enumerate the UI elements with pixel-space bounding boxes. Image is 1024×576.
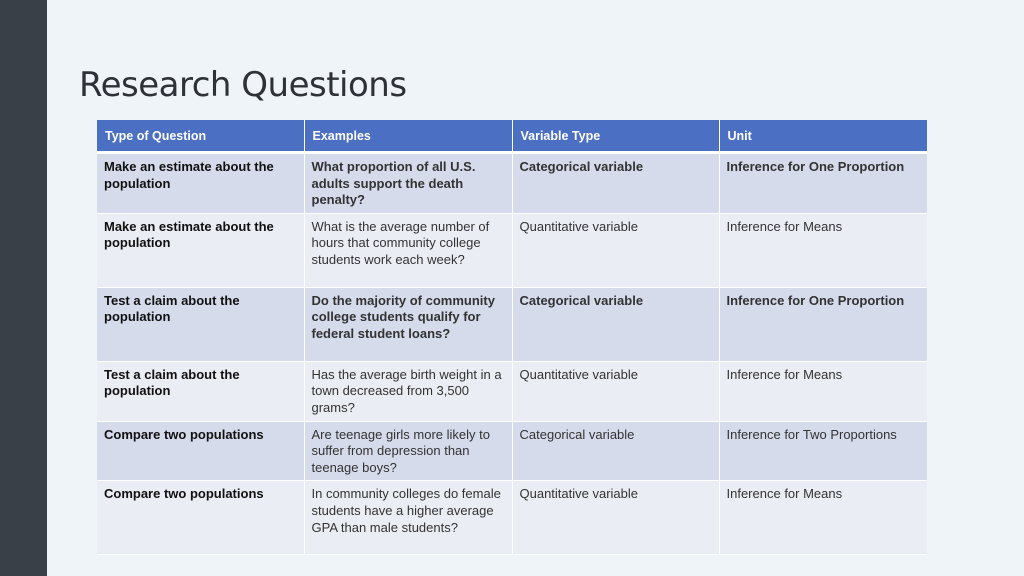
cell-question: Make an estimate about the population — [97, 213, 304, 287]
cell-example: What is the average number of hours that community college students work each week? — [304, 213, 512, 287]
table-header-row — [97, 120, 927, 153]
cell-example: Has the average birth weight in a town decreased from 3,500 grams? — [304, 361, 512, 421]
cell-question: Compare two populations — [97, 421, 304, 481]
cell-unit: Inference for Means — [719, 481, 927, 555]
table-row — [97, 287, 927, 361]
header-unit: Unit — [719, 120, 927, 153]
cell-unit: Inference for One Proportion — [719, 153, 927, 214]
table-row — [97, 421, 927, 481]
table-row — [97, 361, 927, 421]
cell-variable-type: Quantitative variable — [512, 481, 719, 555]
table-row — [97, 153, 927, 214]
cell-question: Make an estimate about the population — [97, 153, 304, 214]
cell-variable-type: Quantitative variable — [512, 361, 719, 421]
table-row — [97, 481, 927, 555]
research-questions-table — [97, 120, 927, 555]
cell-unit: Inference for Means — [719, 361, 927, 421]
cell-variable-type: Quantitative variable — [512, 213, 719, 287]
cell-variable-type: Categorical variable — [512, 153, 719, 214]
cell-variable-type: Categorical variable — [512, 287, 719, 361]
cell-example: Do the majority of community college students qualify for federal student loans? — [304, 287, 512, 361]
cell-example: What proportion of all U.S. adults support the death penalty? — [304, 153, 512, 214]
cell-question: Test a claim about the population — [97, 287, 304, 361]
cell-example: In community colleges do female students have a higher average GPA than male students? — [304, 481, 512, 555]
header-variable-type: Variable Type — [512, 120, 719, 153]
header-examples: Examples — [304, 120, 512, 153]
cell-unit: Inference for Means — [719, 213, 927, 287]
cell-variable-type: Categorical variable — [512, 421, 719, 481]
cell-unit: Inference for One Proportion — [719, 287, 927, 361]
slide-title: Research Questions — [79, 65, 407, 105]
cell-question: Test a claim about the population — [97, 361, 304, 421]
side-accent-bar — [0, 0, 47, 576]
header-type-of-question: Type of Question — [97, 120, 304, 153]
cell-unit: Inference for Two Proportions — [719, 421, 927, 481]
cell-question: Compare two populations — [97, 481, 304, 555]
cell-example: Are teenage girls more likely to suffer from depression than teenage boys? — [304, 421, 512, 481]
table-row — [97, 213, 927, 287]
